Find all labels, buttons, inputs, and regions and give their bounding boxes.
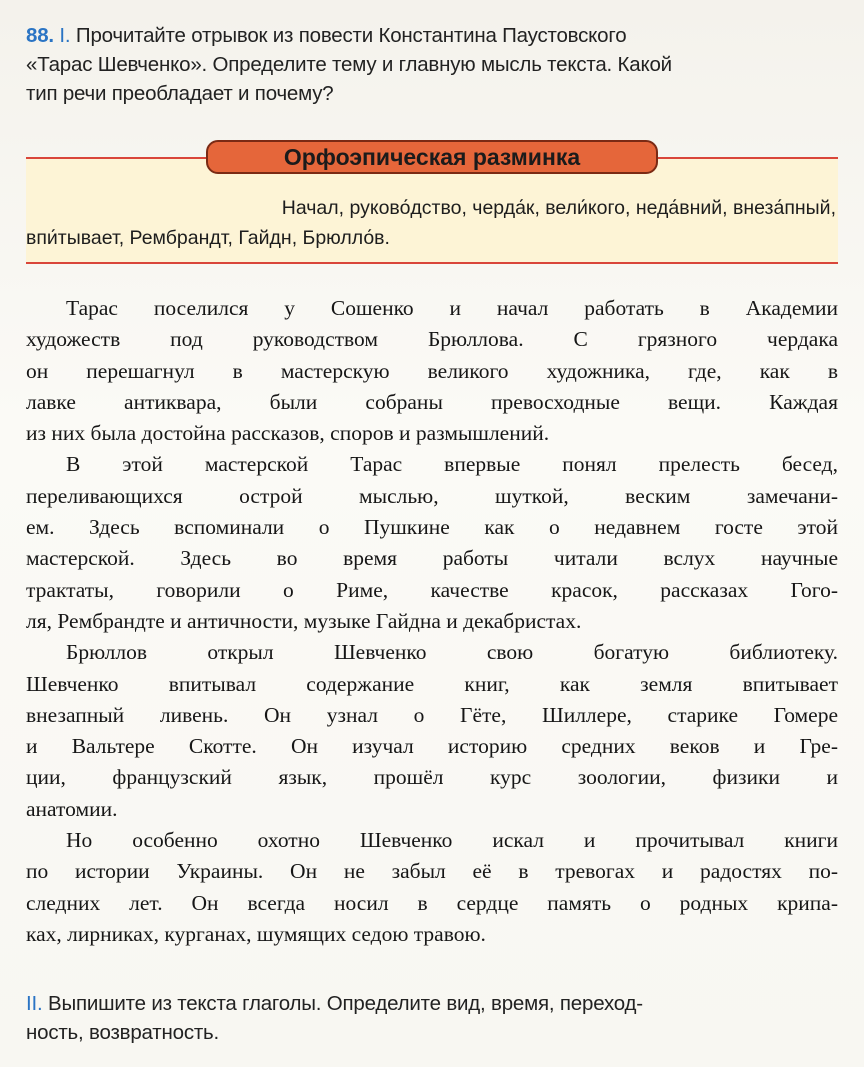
exercise-88-task-2 [26, 989, 846, 1047]
task-line: тип речи преобладает и почему? [26, 82, 334, 105]
exercise-number: 88. [26, 24, 54, 47]
text-line: Брюллов открыл Шевченко свою богатую библиотеку. [66, 640, 838, 665]
text-line: внезапный ливень. Он узнал о Гёте, Шиллере, старике Гомере [26, 702, 838, 727]
text-line: Шевченко впитывал содержание книг, как земля впитывает [26, 671, 838, 696]
divider-line [26, 262, 838, 264]
text-line: лавке антиквара, были собраны превосходные вещи. Каждая [26, 389, 838, 414]
text-line: переливающихся острой мыслью, шуткой, веским замечани- [26, 483, 838, 508]
text-line: ем. Здесь вспоминали о Пушкине как о недавнем госте этой [26, 515, 838, 540]
exercise-88-task-1 [26, 21, 846, 108]
text-line: мастерской. Здесь во время работы читали вслух научные [26, 546, 838, 571]
text-line: Но особенно охотно Шевченко искал и прочитывал книги [66, 828, 838, 853]
task-line: «Тарас Шевченко». Определите тему и главную мысль текста. Какой [26, 53, 672, 76]
text-line: он перешагнул в мастерскую великого художника, где, как в [26, 358, 838, 383]
task-line: Прочитайте отрывок из повести Константина Паустовского [75, 24, 627, 47]
warmup-title: Орфоэпическая разминка [206, 140, 658, 174]
text-line: Тарас поселился у Сошенко и начал работать в Академии [66, 296, 838, 320]
warmup-words [26, 193, 838, 253]
warmup-line: Начал, руково́дство, черда́к, вели́кого, неда́вний, внеза́пный, [281, 197, 836, 219]
text-line: ках, лирниках, курганах, шумящих седою травою. [26, 921, 486, 946]
text-line: следних лет. Он всегда носил в сердце память о родных крипа- [26, 890, 838, 915]
text-line: из них была достойна рассказов, споров и размышлений. [26, 421, 550, 446]
text-line: и Вальтере Скотте. Он изучал историю средних веков и Гре- [26, 734, 838, 759]
task-roman-numeral: II. [26, 992, 43, 1015]
text-line: по истории Украины. Он не забыл её в тревогах и радостях по- [26, 859, 838, 884]
task-line: ность, возвратность. [26, 1021, 220, 1044]
task-line: Выпишите из текста глаголы. Определите вид, время, переход- [48, 992, 643, 1015]
task-roman-numeral: I. [59, 24, 71, 47]
text-line: художеств под руководством Брюллова. С грязного чердака [26, 327, 838, 352]
text-line: трактаты, говорили о Риме, качестве красок, рассказах Гого- [26, 577, 838, 602]
text-line: ля, Рембрандте и античности, музыке Гайдна и декабристах. [26, 608, 582, 633]
story-excerpt [26, 293, 838, 950]
orthoepic-warmup-box [26, 140, 838, 264]
warmup-line: впи́тывает, Рембрандт, Гайдн, Брюлло́в. [26, 227, 390, 249]
text-line: анатомии. [26, 796, 118, 821]
text-line: ции, французский язык, прошёл курс зоологии, физики и [26, 765, 838, 790]
text-line: В этой мастерской Тарас впервые понял прелесть бесед, [66, 452, 838, 477]
